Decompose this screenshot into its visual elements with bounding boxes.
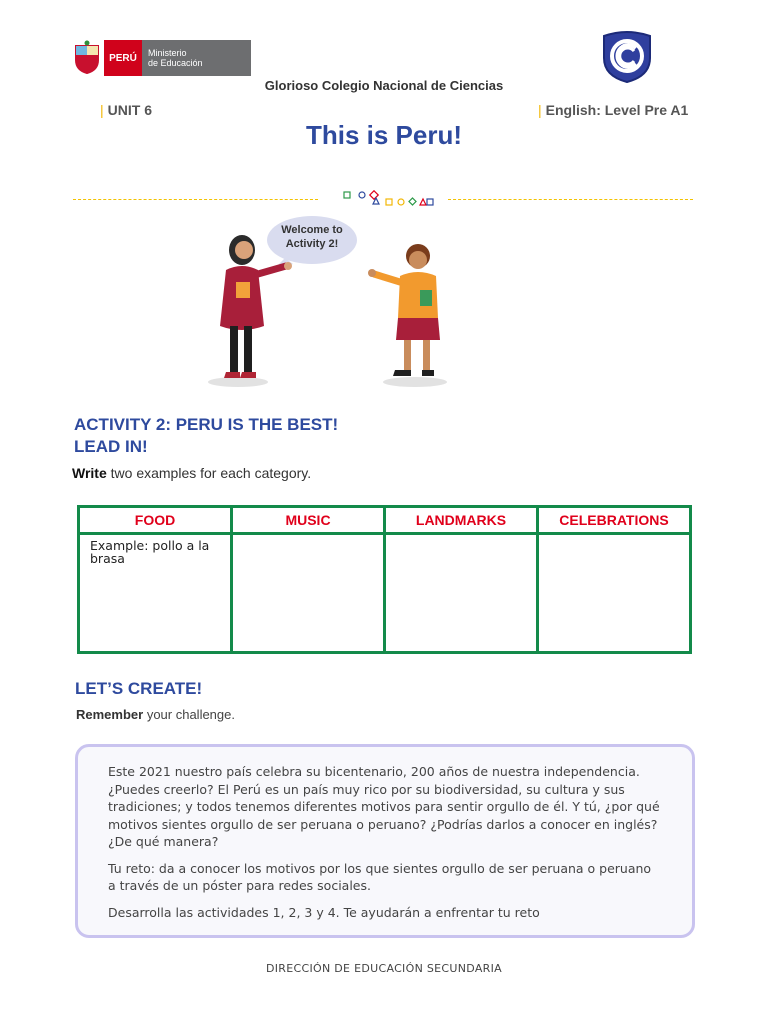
categories-table <box>77 505 692 654</box>
instruction-bold: Write <box>72 465 107 481</box>
unit-text: UNIT 6 <box>107 102 152 118</box>
challenge-paragraph-2: Tu reto: da a conocer los motivos por los que sientes orgullo de ser peruana o peruano a través de un póster para redes sociales. <box>108 860 652 893</box>
ministry-logo <box>70 40 251 76</box>
cell-music[interactable] <box>232 534 385 653</box>
level-text: English: Level Pre A1 <box>545 102 689 118</box>
children-illustration <box>190 210 470 395</box>
create-title: LET’S CREATE! <box>75 679 203 698</box>
activity-title <box>74 414 338 458</box>
challenge-paragraph-3: Desarrolla las actividades 1, 2, 3 y 4. Te ayudarán a enfrentar tu reto <box>108 904 540 920</box>
unit-divider: | <box>100 102 104 118</box>
cell-food[interactable]: Example: pollo a la brasa <box>79 534 232 653</box>
boy-figure <box>368 244 447 387</box>
page-title: This is Peru! <box>305 120 463 150</box>
peru-coat-of-arms-icon <box>70 40 104 76</box>
speech-line1: Welcome to <box>281 224 343 236</box>
remember-text <box>76 707 235 722</box>
cell-landmarks[interactable] <box>385 534 538 653</box>
activity-title-line2: LEAD IN! <box>74 437 148 456</box>
speech-line2: Activity 2! <box>285 238 339 250</box>
ministry-line2: de Educación <box>148 58 203 68</box>
table-header-row <box>79 507 691 534</box>
remember-rest: your challenge. <box>143 707 235 722</box>
header-celebrations: CELEBRATIONS <box>538 507 691 534</box>
header-music: MUSIC <box>232 507 385 534</box>
girl-figure <box>208 235 292 387</box>
ministry-line1: Ministerio <box>148 48 187 58</box>
level-label <box>538 102 688 118</box>
table-row <box>79 534 691 653</box>
activity-instruction <box>72 465 311 481</box>
cell-celebrations[interactable] <box>538 534 691 653</box>
unit-label <box>100 102 152 118</box>
footer: DIRECCIÓN DE EDUCACIÓN SECUNDARIA <box>265 962 502 975</box>
ministry-label <box>142 40 251 76</box>
instruction-rest: two examples for each category. <box>106 465 312 481</box>
remember-bold: Remember <box>76 707 144 722</box>
decorative-shapes-icon <box>340 190 440 208</box>
header-landmarks: LANDMARKS <box>385 507 538 534</box>
level-divider: | <box>538 102 542 118</box>
dashed-divider-right <box>448 199 693 200</box>
dashed-divider-left <box>73 199 318 200</box>
challenge-box <box>75 744 695 938</box>
challenge-paragraph-1: Este 2021 nuestro país celebra su bicentenario, 200 años de nuestra independencia. ¿Puedes creerlo? El Perú es un país muy rico por su biodiversidad, su cultura y sus tradiciones; y todos tenemos diferentes motivos para sentir orgullo de él. Y tú, ¿por qué motivos sientes orgullo de ser peruana o peruano? ¿Podrías darlos a conocer en inglés? ¿De qué manera? <box>108 764 660 849</box>
header-food: FOOD <box>79 507 232 534</box>
school-crest-icon <box>600 30 654 84</box>
peru-label: PERÚ <box>104 40 142 76</box>
school-name: Glorioso Colegio Nacional de Ciencias <box>264 78 504 93</box>
activity-title-line1: ACTIVITY 2: PERU IS THE BEST! <box>74 415 339 434</box>
